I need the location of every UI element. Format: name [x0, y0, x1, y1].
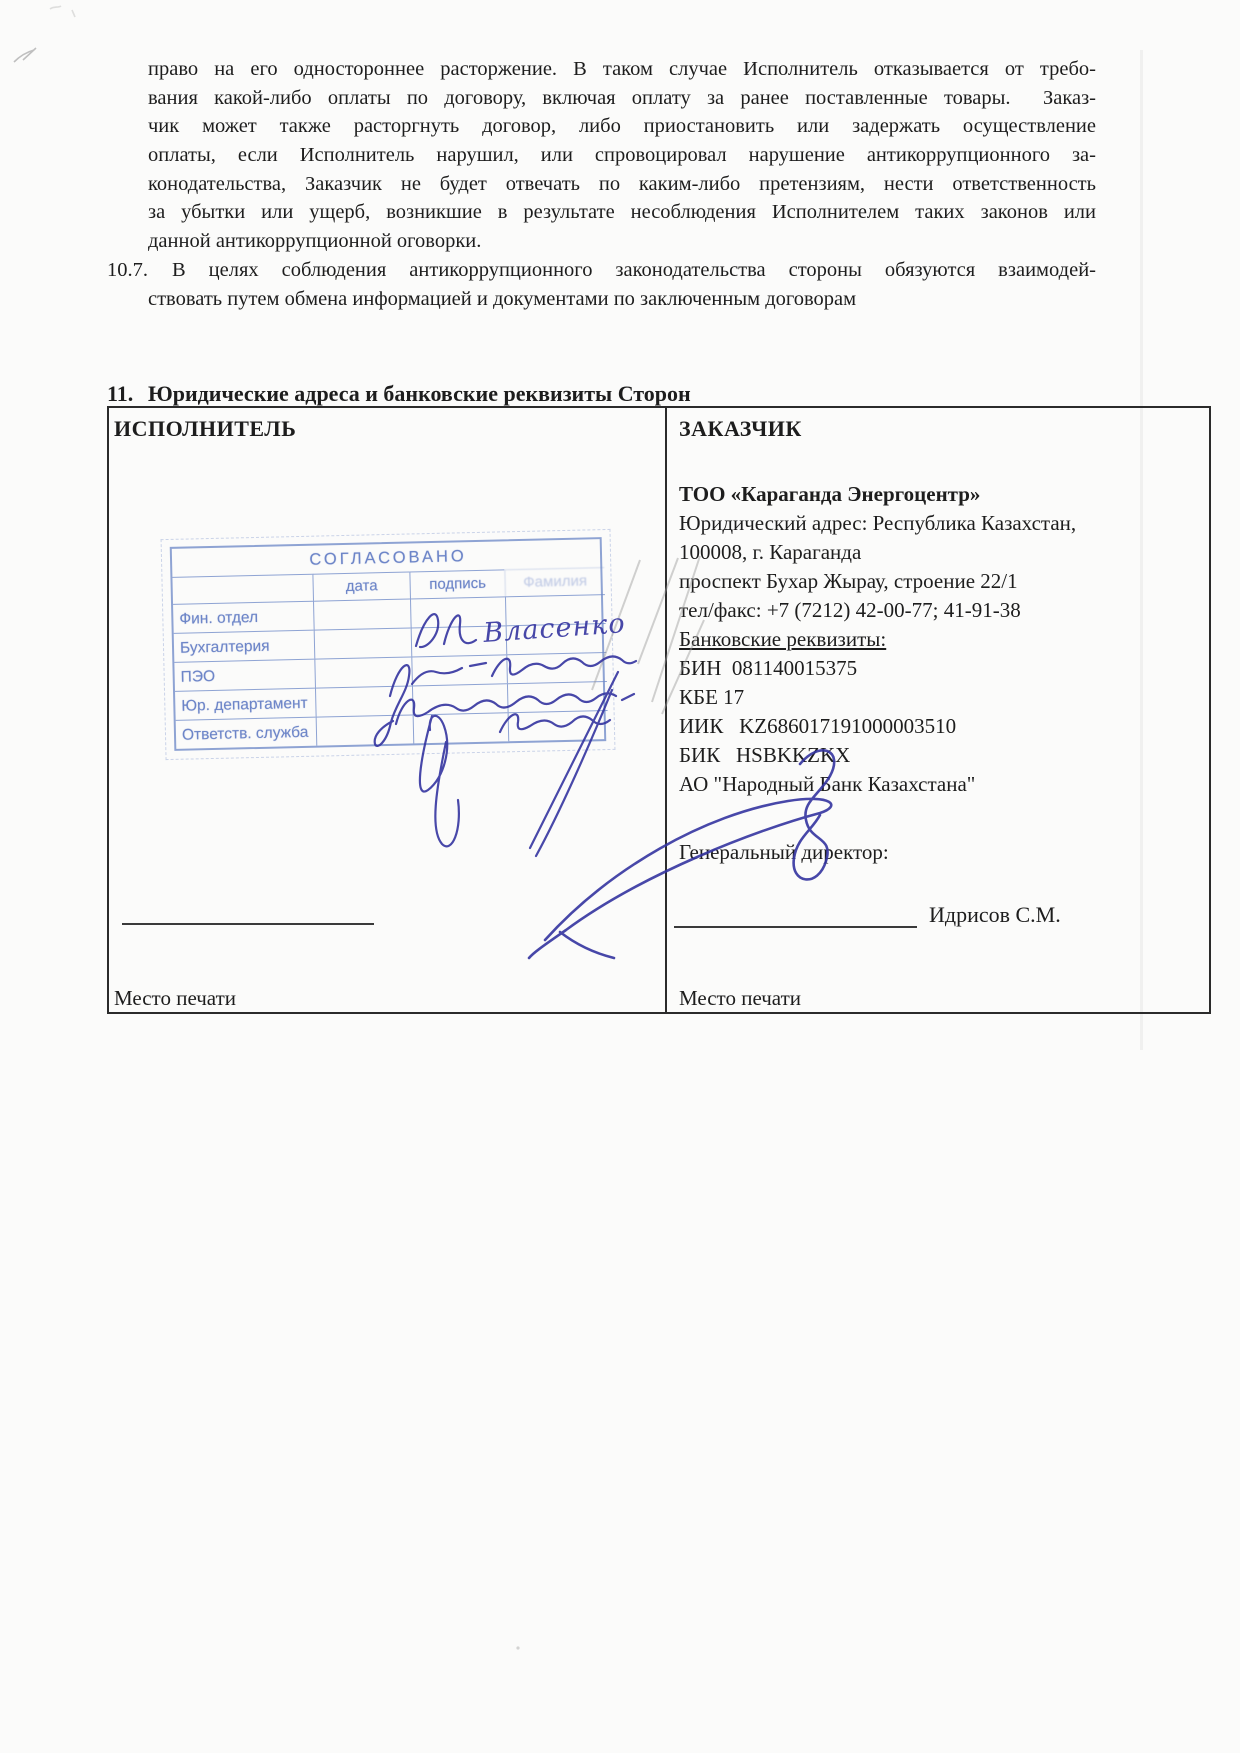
director-name: Идрисов С.М.	[929, 902, 1061, 927]
bank-details-heading: Банковские реквизиты:	[679, 627, 887, 651]
stamp-cell-empty	[412, 683, 508, 714]
stamp-cell-empty	[410, 596, 506, 627]
executor-cell	[109, 408, 667, 1012]
stamp-cell-empty	[506, 652, 607, 683]
pencil-mark	[14, 6, 75, 62]
stamp-cell-empty	[411, 654, 507, 685]
handwritten-name: Власенко	[482, 608, 627, 649]
executor-header: ИСПОЛНИТЕЛЬ	[114, 416, 297, 441]
stamp-row-label: ПЭО	[174, 659, 315, 691]
stamp-cell-empty	[316, 714, 414, 745]
bank-line: КБЕ 17	[679, 685, 745, 709]
body-text-line: оплаты, если Исполнитель нарушил, или спровоцировал нарушение антикоррупционного за-	[148, 144, 1096, 166]
stamp-row-label: Фин. отдел	[173, 601, 314, 633]
address-line: 100008, г. Караганда	[679, 540, 862, 564]
stamp-col-surname: Фамилия	[504, 567, 605, 596]
bank-line: АО "Народный Банк Казахстана"	[679, 772, 976, 796]
stamp-cell-empty	[411, 625, 507, 656]
stamp-row-label: Юр. департамент	[175, 688, 316, 720]
bank-line: ИИК KZ686017191000003510	[679, 714, 957, 738]
stamp-cell-empty	[508, 710, 609, 741]
bank-line: БИН 081140015375	[679, 656, 858, 680]
approval-stamp	[170, 537, 607, 751]
customer-cell	[669, 408, 1209, 1012]
body-text-line: за убытки или ущерб, возникшие в результате несоблюдения Исполнителем таких законов или	[148, 201, 1096, 223]
stamp-cell-empty	[413, 712, 509, 743]
stamp-cell-empty	[505, 594, 606, 625]
clause-text-line: ствовать путем обмена информацией и документами по заключенным договорам	[148, 288, 857, 310]
clause-text-line: В целях соблюдения антикоррупционного законодательства стороны обязуются взаимодей-	[172, 259, 1096, 281]
address-line: проспект Бухар Жырау, строение 22/1	[679, 569, 1018, 593]
seal-label: Место печати	[114, 986, 237, 1010]
section-title: Юридические адреса и банковские реквизиты Сторон	[148, 381, 691, 406]
company-name: ТОО «Караганда Энергоцентр»	[679, 482, 981, 506]
body-text-line: чик может также расторгнуть договор, либо приостановить или задержать осуществление	[148, 115, 1096, 137]
clause-number: 10.7.	[107, 259, 148, 281]
stamp-col-signature: подпись	[409, 569, 505, 598]
body-text-line: право на его одностороннее расторжение. В таком случае Исполнитель отказывается от требо-	[148, 58, 1096, 80]
seal-label: Место печати	[679, 986, 802, 1010]
paper-speck	[516, 1646, 519, 1649]
stamp-grid	[170, 537, 607, 751]
stamp-cell-empty	[314, 627, 412, 658]
section-heading	[107, 381, 691, 407]
bank-line: БИК HSBKKZKX	[679, 743, 851, 767]
stamp-cell-empty	[313, 598, 411, 629]
stamp-row-label: Ответств. служба	[176, 717, 317, 749]
phone-fax-line: тел/факс: +7 (7212) 42-00-77; 41-91-38	[679, 598, 1021, 622]
body-text-line: конодательства, Заказчик не будет отвечать по каким-либо претензиям, нести ответственность	[148, 173, 1096, 195]
signature-line	[122, 923, 374, 925]
stamp-title: СОГЛАСОВАНО	[309, 547, 467, 569]
stamp-row-label: Бухгалтерия	[174, 630, 315, 662]
director-label: Генеральный директор:	[679, 840, 889, 864]
stamp-col-blank	[172, 574, 313, 604]
stamp-cell-empty	[314, 656, 412, 687]
body-text-line: вания какой-либо оплаты по договору, включая оплату за ранее поставленные товары. Заказ-	[148, 87, 1096, 109]
address-line: Юридический адрес: Республика Казахстан,	[679, 511, 1077, 535]
signature-line	[674, 926, 917, 928]
stamp-cell-empty	[315, 685, 413, 716]
parties-table	[107, 406, 1211, 1014]
stamp-col-date: дата	[312, 571, 410, 600]
stamp-cell-empty	[507, 681, 608, 712]
stamp-cell-empty	[506, 623, 607, 654]
section-number: 11.	[107, 381, 134, 406]
body-text-line: данной антикоррупционной оговорки.	[148, 230, 482, 252]
customer-header: ЗАКАЗЧИК	[679, 416, 802, 441]
